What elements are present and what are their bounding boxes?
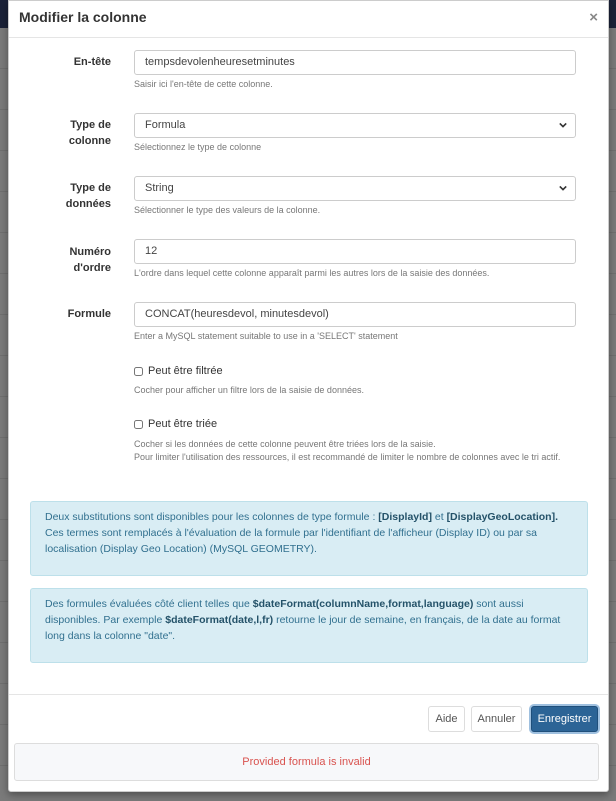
sortable-help-line1: Cocher si les données de cette colonne peuvent être triées lors de la saisie. <box>134 439 436 449</box>
alert-text: Ces termes sont remplacés à l'évaluation de la formule par l'identifiant de l'afficheur (Display ID) ou par sa localisation (Display Geo Location) (MySQL GEOMETRY). <box>45 527 537 555</box>
sortable-help-line2: Pour limiter l'utilisation des ressources, il est recommandé de limiter le nombre de colonnes avec le tri actif. <box>134 452 561 462</box>
order-input[interactable]: 12 <box>134 239 576 264</box>
column-type-value: Formula <box>145 119 186 131</box>
alert-text: Deux substitutions sont disponibles pour les colonnes de type formule : <box>45 511 379 523</box>
sortable-checkbox-row[interactable] <box>134 418 217 430</box>
sortable-help <box>134 438 584 464</box>
order-label-line2: d'ordre <box>73 262 111 274</box>
column-type-select[interactable] <box>134 113 576 138</box>
data-type-label <box>21 180 111 212</box>
heading-label: En-tête <box>73 56 111 68</box>
error-message: Provided formula is invalid <box>14 743 599 781</box>
filterable-checkbox[interactable] <box>134 367 143 376</box>
alert-text: retourne le jour de semaine, en français, de la date au format long dans la colonne "date". <box>45 614 561 642</box>
filterable-help: Cocher pour afficher un filtre lors de la saisie de données. <box>134 385 364 395</box>
data-type-value: String <box>145 182 174 194</box>
edit-column-modal <box>8 0 609 792</box>
column-type-help: Sélectionnez le type de colonne <box>134 142 262 152</box>
modal-footer <box>9 694 608 792</box>
help-button[interactable]: Aide <box>428 706 465 732</box>
heading-input[interactable]: tempsdevolenheuresetminutes <box>134 50 576 75</box>
data-type-label-line2: données <box>65 198 111 210</box>
modal-header <box>9 1 608 38</box>
substitutions-info-alert <box>30 501 588 576</box>
order-label-line1: Numéro <box>69 246 111 258</box>
sortable-checkbox[interactable] <box>134 420 143 429</box>
formula-label: Formule <box>67 308 111 320</box>
cancel-button[interactable]: Annuler <box>471 706 522 732</box>
heading-help: Saisir ici l'en-tête de cette colonne. <box>134 79 273 89</box>
chevron-down-icon <box>559 121 567 129</box>
alert-text: Des formules évaluées côté client telles que <box>45 598 253 610</box>
order-help: L'ordre dans lequel cette colonne apparaît parmi les autres lors de la saisie des données. <box>134 268 490 278</box>
modal-body <box>9 38 608 694</box>
filterable-label: Peut être filtrée <box>148 365 223 377</box>
alert-text: et <box>431 511 447 523</box>
alert-bold: $dateFormat(date,l,fr) <box>165 614 274 626</box>
alert-bold: [DisplayGeoLocation]. <box>446 511 558 523</box>
column-type-label-line1: Type de <box>70 119 111 131</box>
client-formulas-info-alert <box>30 588 588 663</box>
alert-bold: [DisplayId] <box>378 511 432 523</box>
data-type-select[interactable] <box>134 176 576 201</box>
formula-help: Enter a MySQL statement suitable to use in a 'SELECT' statement <box>134 331 398 341</box>
chevron-down-icon <box>559 184 567 192</box>
modal-title: Modifier la colonne <box>19 9 147 25</box>
column-type-label <box>21 117 111 149</box>
alert-text: sont aussi disponibles. Par exemple <box>45 598 524 626</box>
data-type-label-line1: Type de <box>70 182 111 194</box>
order-label <box>21 244 111 276</box>
column-type-label-line2: colonne <box>68 135 111 147</box>
sortable-label: Peut être triée <box>148 418 218 430</box>
data-type-help: Sélectionner le type des valeurs de la colonne. <box>134 205 321 215</box>
filterable-checkbox-row[interactable] <box>134 365 223 377</box>
formula-input[interactable]: CONCAT(heuresdevol, minutesdevol) <box>134 302 576 327</box>
close-icon[interactable]: × <box>589 9 598 26</box>
alert-bold: $dateFormat(columnName,format,language) <box>252 598 474 610</box>
save-button[interactable]: Enregistrer <box>531 706 598 732</box>
